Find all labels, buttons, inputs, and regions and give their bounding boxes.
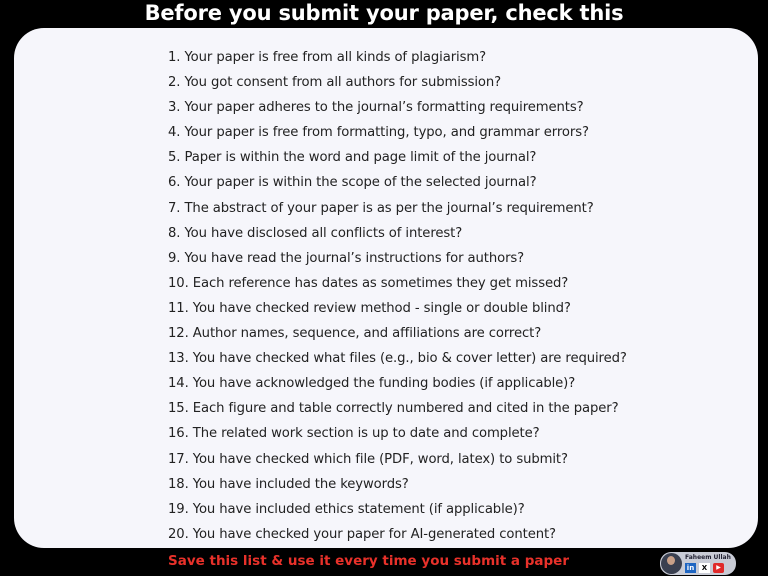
checklist-item: 7. The abstract of your paper is as per the journal’s requirement? xyxy=(168,200,594,216)
checklist-item: 19. You have included ethics statement (if applicable)? xyxy=(168,501,525,517)
checklist-item: 16. The related work section is up to date and complete? xyxy=(168,426,540,442)
checklist-item: 10. Each reference has dates as sometimes they get missed? xyxy=(168,275,569,291)
checklist xyxy=(168,45,627,547)
checklist-item: 2. You got consent from all authors for submission? xyxy=(168,75,502,91)
x-icon[interactable]: X xyxy=(699,563,710,573)
page-title: Before you submit your paper, check this xyxy=(144,1,624,25)
checklist-item: 18. You have included the keywords? xyxy=(168,476,409,492)
checklist-item: 8. You have disclosed all conflicts of interest? xyxy=(168,225,463,241)
linkedin-icon[interactable]: in xyxy=(686,564,695,572)
author-badge xyxy=(660,552,736,575)
author-name: Faheem Ullah xyxy=(685,554,731,561)
checklist-item: 9. You have read the journal’s instructions for authors? xyxy=(168,250,525,266)
footer-cta: Save this list & use it every time you submit a paper xyxy=(168,553,569,569)
checklist-item: 20. You have checked your paper for AI-generated content? xyxy=(168,526,556,542)
checklist-item: 12. Author names, sequence, and affiliations are correct? xyxy=(168,326,542,342)
checklist-item: 11. You have checked review method - single or double blind? xyxy=(168,300,571,316)
checklist-item: 3. Your paper adheres to the journal’s formatting requirements? xyxy=(168,100,584,116)
checklist-item: 5. Paper is within the word and page limit of the journal? xyxy=(168,150,537,166)
checklist-item: 4. Your paper is free from formatting, typo, and grammar errors? xyxy=(168,125,589,141)
checklist-item: 1. Your paper is free from all kinds of plagiarism? xyxy=(168,50,486,65)
checklist-item: 17. You have checked which file (PDF, word, latex) to submit? xyxy=(168,451,568,467)
checklist-item: 6. Your paper is within the scope of the selected journal? xyxy=(168,175,537,191)
youtube-icon[interactable]: ▶ xyxy=(713,563,724,573)
checklist-item: 14. You have acknowledged the funding bodies (if applicable)? xyxy=(168,376,576,392)
checklist-item: 15. Each figure and table correctly numbered and cited in the paper? xyxy=(168,401,619,417)
checklist-item: 13. You have checked what files (e.g., bio & cover letter) are required? xyxy=(168,351,627,367)
avatar xyxy=(661,553,682,574)
